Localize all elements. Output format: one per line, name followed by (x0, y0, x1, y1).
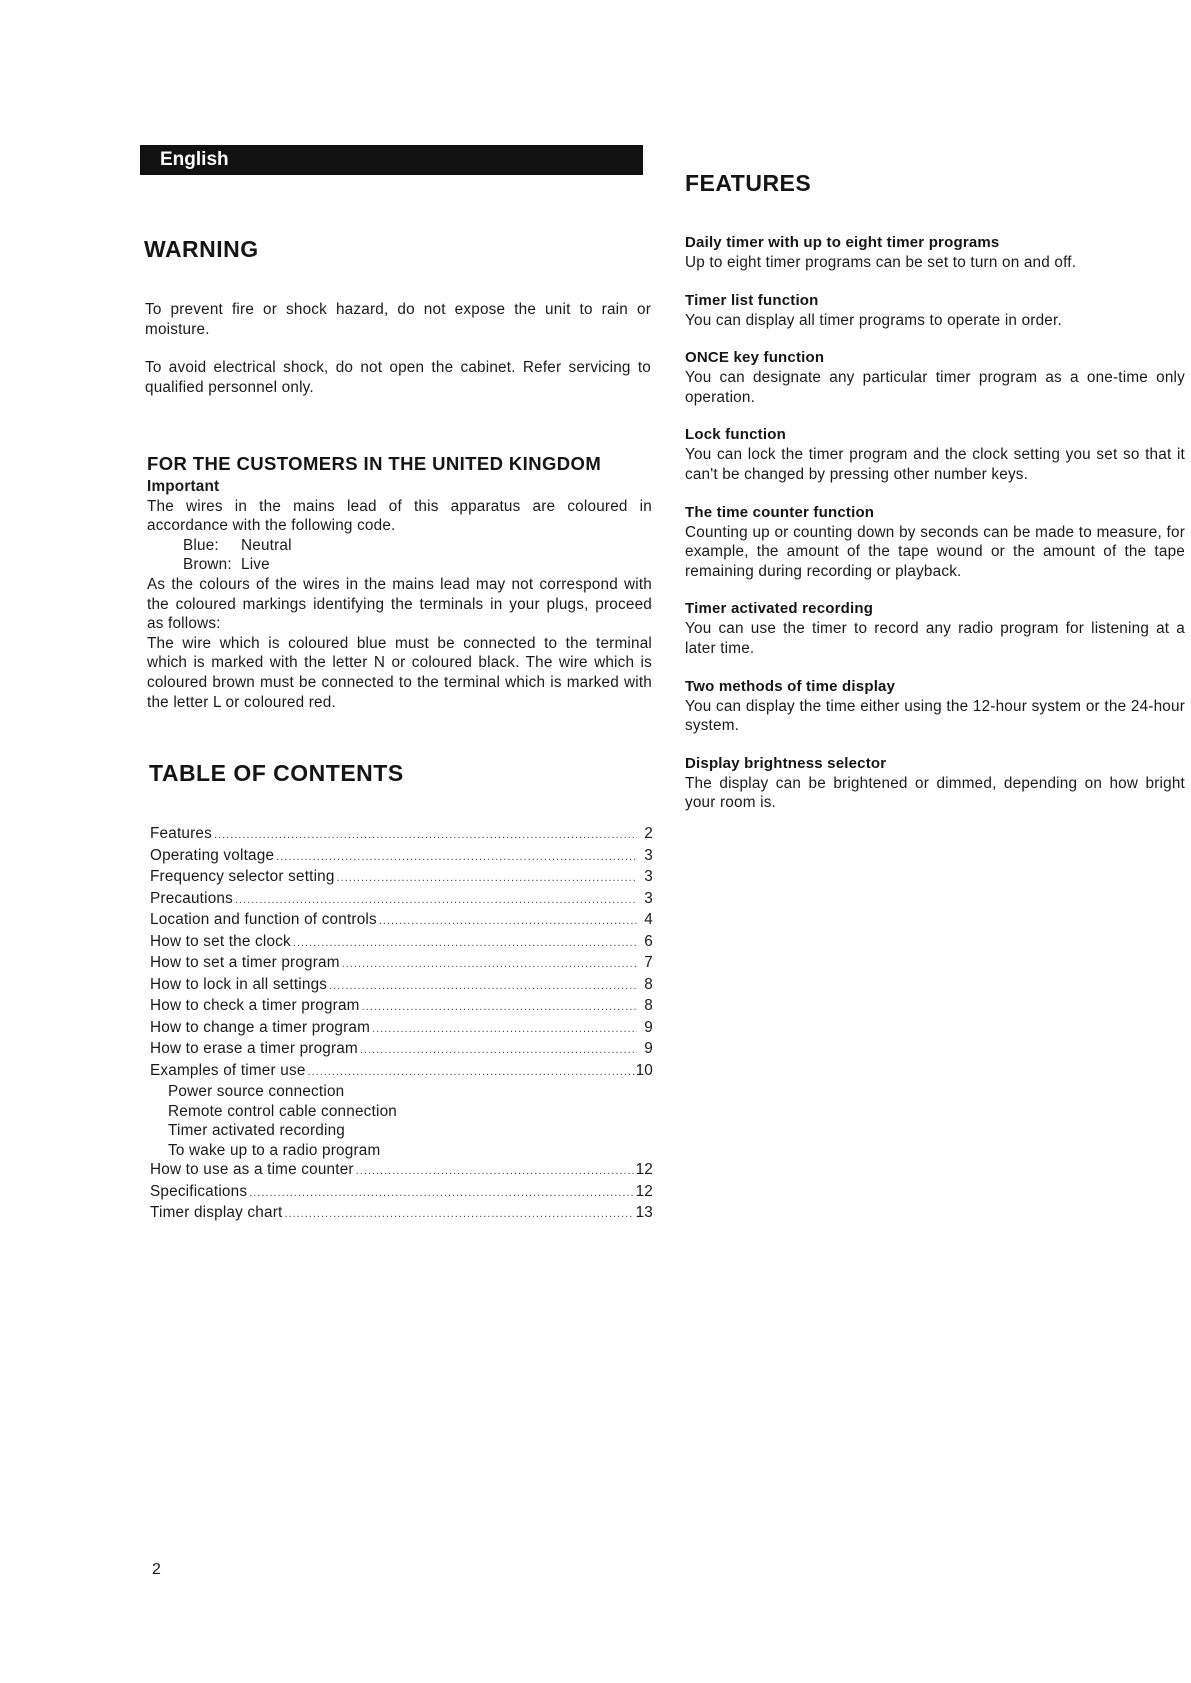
toc-entry (150, 824, 653, 846)
toc-entry-label: How to set the clock (150, 932, 291, 950)
toc-entry-label: Operating voltage (150, 846, 275, 864)
warning-paragraph-1: To prevent fire or shock hazard, do not expose the unit to rain or moisture. (145, 301, 651, 338)
uk-code-blue-key: Blue: (183, 536, 219, 554)
features-title: FEATURES (685, 170, 812, 196)
feature-heading: Daily timer with up to eight timer programs (685, 234, 1000, 251)
toc-entry-page: 6 (644, 932, 653, 950)
toc-entry-label: Features (150, 825, 212, 842)
toc-leader-dots (329, 977, 637, 997)
toc-entry-label: Timer display chart (150, 1204, 283, 1221)
feature-item (685, 233, 1185, 273)
feature-text: The display can be brightened or dimmed, depending on how bright your room is. (685, 774, 1185, 812)
toc-entry-page: 8 (644, 997, 653, 1014)
feature-heading: Lock function (685, 426, 786, 444)
toc-leader-dots (293, 934, 637, 954)
toc-entry-page: 2 (644, 825, 653, 842)
feature-item (685, 425, 1185, 484)
toc-leader-dots (362, 998, 637, 1018)
uk-code-brown (147, 555, 652, 575)
toc-sub-entries (150, 1082, 653, 1160)
toc-leader-dots (337, 869, 637, 889)
toc-main-entries (150, 824, 653, 1082)
page-number: 2 (152, 1561, 161, 1578)
feature-heading: Display brightness selector (685, 754, 887, 772)
toc-leader-dots (372, 1020, 637, 1040)
toc-entry-page: 9 (644, 1040, 653, 1057)
uk-customers-block (147, 477, 652, 712)
feature-heading: The time counter function (685, 503, 875, 521)
uk-code-blue (147, 536, 652, 556)
toc-entry-label: How to change a timer program (150, 1018, 371, 1036)
uk-code-blue-value: Neutral (241, 536, 292, 554)
toc-entry (150, 1182, 653, 1204)
toc-entry-page: 10 (635, 1061, 653, 1079)
toc-entry-page: 4 (644, 911, 653, 928)
toc-entry (150, 846, 653, 868)
toc-entry-label: How to check a timer program (150, 997, 360, 1014)
toc-entry-page: 9 (644, 1018, 653, 1036)
toc-leader-dots (379, 912, 637, 932)
toc-entry-label: How to lock in all settings (150, 975, 328, 993)
toc-leader-dots (235, 891, 637, 911)
feature-text: You can use the timer to record any radio program for listening at a later time. (685, 620, 1185, 657)
toc-leader-dots (249, 1184, 633, 1204)
warning-paragraph-2: To avoid electrical shock, do not open the cabinet. Refer servicing to qualified personnel only. (145, 359, 651, 396)
feature-text: Up to eight timer programs can be set to turn on and off. (685, 254, 1077, 271)
feature-heading: Timer activated recording (685, 600, 874, 618)
toc-entry-label: Examples of timer use (150, 1061, 306, 1079)
toc-entry-label: Frequency selector setting (150, 868, 335, 885)
uk-paragraph-1: The wires in the mains lead of this apparatus are coloured in accordance with the following code. (147, 497, 652, 535)
uk-paragraph-2: As the colours of the wires in the mains lead may not correspond with the coloured markings identifying the terminals in your plugs, proceed as follows: (147, 575, 652, 633)
feature-item (685, 348, 1185, 407)
toc-sub-entry: To wake up to a radio program (168, 1141, 381, 1159)
warning-title: WARNING (144, 236, 259, 262)
toc-entry-label: How to erase a timer program (150, 1040, 358, 1057)
toc-entry (150, 1018, 653, 1040)
feature-text: Counting up or counting down by seconds can be made to measure, for example, the amount of the tape wound or the amount of the tape remaining during recording or playback. (685, 523, 1185, 580)
toc-entry (150, 1203, 653, 1225)
toc-entry-page: 3 (644, 868, 653, 885)
toc-entry-page: 7 (644, 954, 653, 971)
feature-heading: Timer list function (685, 291, 819, 309)
toc-entry (150, 867, 653, 889)
feature-text: You can lock the timer program and the clock setting you set so that it can't be changed by pressing other number keys. (685, 446, 1185, 483)
uk-customers-heading: FOR THE CUSTOMERS IN THE UNITED KINGDOM (147, 453, 602, 474)
toc-leader-dots (214, 826, 637, 846)
uk-important-subheading: Important (147, 478, 220, 495)
feature-item (685, 754, 1185, 813)
toc-entry-label: How to use as a time counter (150, 1161, 354, 1178)
toc-sub-entry: Timer activated recording (168, 1122, 346, 1139)
toc-entry-page: 8 (644, 975, 653, 993)
toc-entry-page: 3 (644, 889, 653, 907)
feature-item (685, 599, 1185, 658)
toc-entry (150, 889, 653, 911)
toc-entry (150, 1039, 653, 1061)
feature-text: You can display all timer programs to operate in order. (685, 311, 1062, 329)
language-tab: English (140, 145, 643, 175)
toc-entry-page: 3 (644, 846, 653, 864)
feature-item (685, 503, 1185, 582)
table-of-contents (150, 824, 653, 1225)
feature-heading: Two methods of time display (685, 677, 896, 695)
toc-entry (150, 1160, 653, 1182)
toc-leader-dots (356, 1162, 634, 1182)
toc-entry (150, 953, 653, 975)
toc-entry-page: 13 (635, 1204, 653, 1221)
toc-title: TABLE OF CONTENTS (149, 760, 404, 786)
toc-entry (150, 975, 653, 997)
toc-entry (150, 1061, 653, 1083)
toc-entry-label: Precautions (150, 889, 233, 907)
uk-code-brown-key: Brown: (183, 556, 232, 574)
toc-sub-entry: Remote control cable connection (168, 1102, 397, 1120)
toc-entry (150, 932, 653, 954)
uk-code-brown-value: Live (241, 556, 270, 574)
toc-leader-dots (342, 955, 637, 975)
toc-entry (150, 910, 653, 932)
toc-entry (150, 996, 653, 1018)
toc-trailing-entries (150, 1160, 653, 1225)
toc-leader-dots (360, 1041, 637, 1061)
toc-entry-label: Location and function of controls (150, 911, 377, 928)
feature-text: You can designate any particular timer program as a one-time only operation. (685, 369, 1185, 406)
toc-entry-label: How to set a timer program (150, 954, 340, 971)
toc-entry-label: Specifications (150, 1182, 248, 1200)
feature-item (685, 291, 1185, 331)
uk-paragraph-3: The wire which is coloured blue must be connected to the terminal which is marked with the letter N or coloured black. The wire which is coloured brown must be connected to the terminal which is marked with the letter L or coloured red. (147, 634, 652, 711)
toc-entry-page: 12 (635, 1161, 653, 1178)
toc-sub-entry: Power source connection (168, 1083, 345, 1100)
features-list (685, 233, 1185, 831)
feature-heading: ONCE key function (685, 349, 825, 367)
toc-entry-page: 12 (635, 1182, 653, 1200)
toc-leader-dots (284, 1205, 633, 1225)
toc-leader-dots (308, 1063, 634, 1083)
toc-leader-dots (276, 848, 637, 868)
feature-text: You can display the time either using the 12-hour system or the 24-hour system. (685, 697, 1185, 735)
feature-item (685, 677, 1185, 736)
